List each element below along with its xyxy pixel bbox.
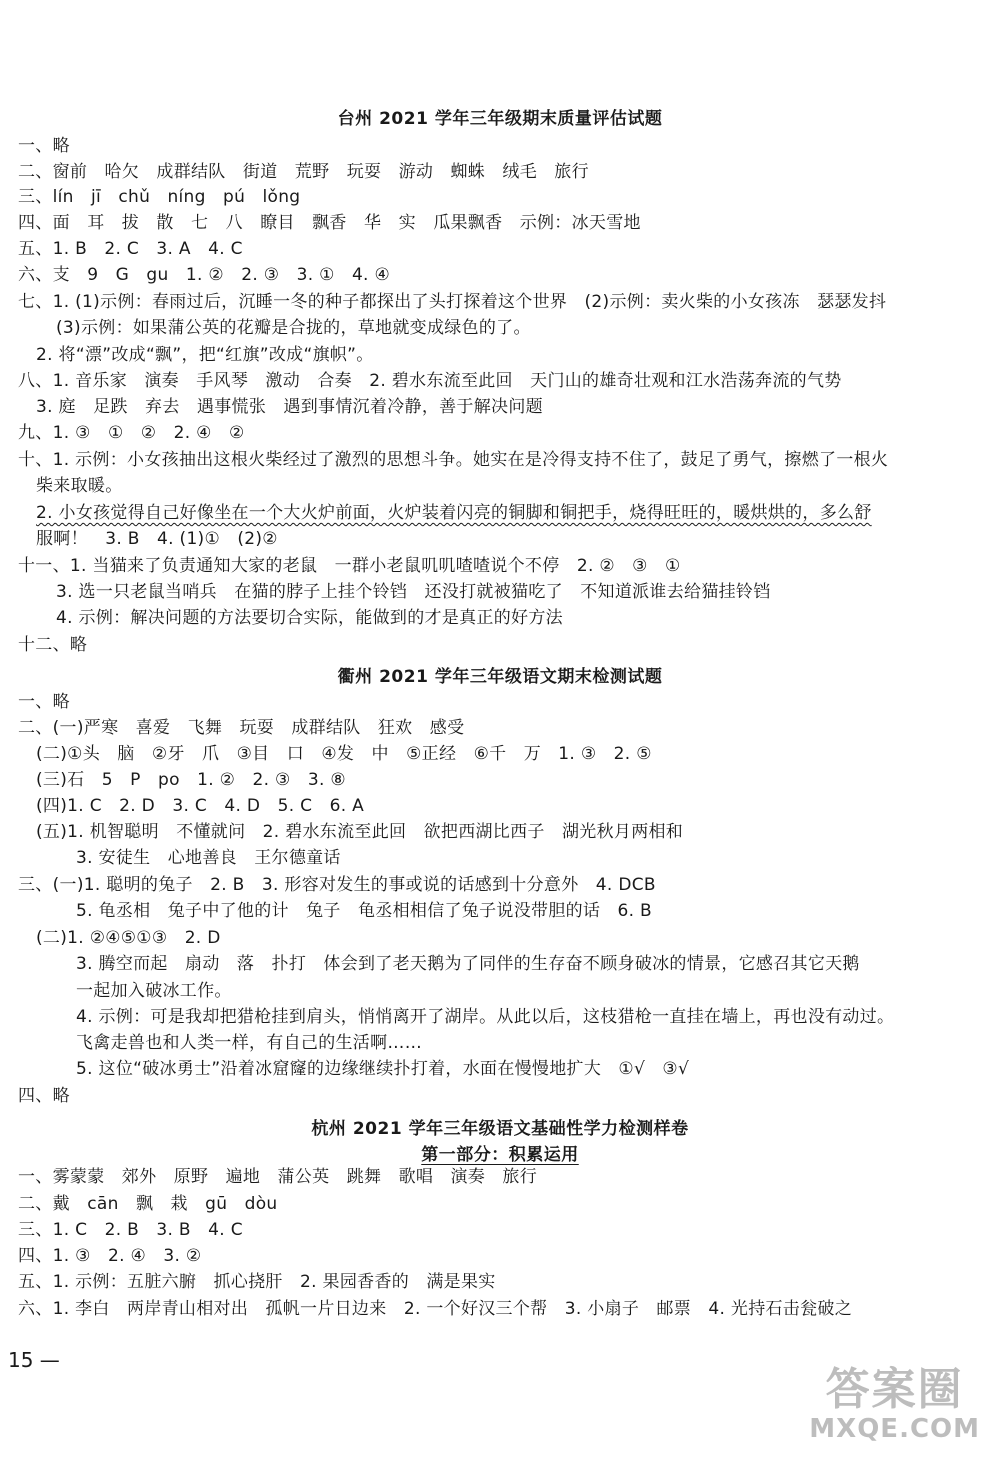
section-title: 台州 2021 学年三年级期末质量评估试题: [337, 109, 663, 129]
answer-line: 飞禽走兽也和人类一样，有自己的生活啊……: [76, 1033, 422, 1053]
answer-line: 服啊！ 3. B 4. (1)① (2)②: [36, 529, 278, 549]
answer-line: (3)示例：如果蒲公英的花瓣是合拢的，草地就变成绿色的了。: [56, 318, 531, 338]
answer-line: 二、(一)严寒 喜爱 飞舞 玩耍 成群结队 狂欢 感受: [18, 718, 465, 738]
answer-line: 5. 这位“破冰勇士”沿着冰窟窿的边缘继续扑打着，水面在慢慢地扩大 ①√ ③√: [76, 1059, 690, 1079]
answer-line: 一、雾蒙蒙 郊外 原野 遍地 蒲公英 跳舞 歌唱 演奏 旅行: [18, 1167, 537, 1187]
answer-line: 二、窗前 哈欠 成群结队 街道 荒野 玩耍 游动 蜘蛛 绒毛 旅行: [18, 162, 589, 182]
answer-line: 3. 选一只老鼠当哨兵 在猫的脖子上挂个铃铛 还没打就被猫吃了 不知道派谁去给猫挂铃铛: [56, 582, 771, 602]
watermark-logo: [809, 1366, 980, 1444]
watermark-url: MXQE.COM: [809, 1414, 980, 1444]
answer-line: 柴来取暖。: [36, 476, 123, 496]
answer-line: 四、面 耳 拔 散 七 八 瞭目 飘香 华 实 瓜果飘香 示例：冰天雪地: [18, 213, 641, 233]
answer-line: 八、1. 音乐家 演奏 手风琴 激动 合奏 2. 碧水东流至此回 天门山的雄奇壮观和江水浩荡奔流的气势: [18, 371, 842, 391]
answer-line: 十、1. 示例：小女孩抽出这根火柴经过了激烈的思想斗争。她实在是冷得支持不住了，鼓足了勇气，擦燃了一根火: [18, 450, 889, 470]
answer-line: 4. 示例：解决问题的方法要切合实际，能做到的才是真正的好方法: [56, 608, 563, 628]
answer-line: 3. 安徒生 心地善良 王尔德童话: [76, 848, 341, 868]
answer-line: (二)1. ②④⑤①③ 2. D: [36, 928, 221, 948]
answer-line: 四、1. ③ 2. ④ 3. ②: [18, 1246, 202, 1266]
answer-line: 四、略: [18, 1086, 70, 1106]
answer-line: 六、1. 李白 两岸青山相对出 孤帆一片日边来 2. 一个好汉三个帮 3. 小扇子 邮票 4. 光持石击瓮破之: [18, 1299, 852, 1319]
answer-line: 5. 龟丞相 兔子中了他的计 兔子 龟丞相相信了兔子说没带胆的话 6. B: [76, 901, 653, 921]
answer-line: 十二、略: [18, 635, 88, 655]
answer-line: 一起加入破冰工作。: [76, 981, 232, 1001]
answer-line: 十一、1. 当猫来了负责通知大家的老鼠 一群小老鼠叽叽喳喳说个不停 2. ② ③ ①: [18, 556, 681, 576]
answer-line: 三、(一)1. 聪明的兔子 2. B 3. 形容对发生的事或说的话感到十分意外 4. DCB: [18, 875, 656, 895]
section-title: 衢州 2021 学年三年级语文期末检测试题: [337, 667, 663, 687]
answer-line: 三、lín jī chǔ níng pú lǒng: [18, 187, 301, 207]
answer-line: (四)1. C 2. D 3. C 4. D 5. C 6. A: [36, 796, 365, 816]
answer-line: 九、1. ③ ① ② 2. ④ ②: [18, 423, 245, 443]
answer-line: 六、支 9 G gu 1. ② 2. ③ 3. ① 4. ④: [18, 265, 391, 285]
answer-line: 3. 腾空而起 扇动 落 扑打 体会到了老天鹅为了同伴的生存奋不顾身破冰的情景，它感召其它天鹅: [76, 954, 860, 974]
answer-line: (三)石 5 P po 1. ② 2. ③ 3. ⑧: [36, 770, 346, 790]
section-subtitle: 第一部分：积累运用: [421, 1145, 579, 1165]
watermark-brand: 答案圈: [825, 1364, 964, 1415]
answer-line: (二)①头 脑 ②牙 爪 ③目 口 ④发 中 ⑤正经 ⑥千 万 1. ③ 2. ⑤: [36, 744, 652, 764]
answer-line: 一、略: [18, 136, 70, 156]
answer-line: 五、1. 示例：五脏六腑 抓心挠肝 2. 果园香香的 满是果实: [18, 1272, 496, 1292]
answer-line: 三、1. C 2. B 3. B 4. C: [18, 1220, 243, 1240]
answer-line: 五、1. B 2. C 3. A 4. C: [18, 239, 243, 259]
answer-line: 七、1. (1)示例：春雨过后，沉睡一冬的种子都探出了头打探着这个世界 (2)示例：卖火柴的小女孩冻 瑟瑟发抖: [18, 292, 887, 312]
answer-line: 二、戴 cān 飘 栽 gū dòu: [18, 1194, 278, 1214]
answer-line: 一、略: [18, 692, 70, 712]
answer-line: (五)1. 机智聪明 不懂就问 2. 碧水东流至此回 欲把西湖比西子 湖光秋月两相和: [36, 822, 684, 842]
answer-line: 2. 将“漂”改成“飘”，把“红旗”改成“旗帜”。: [36, 345, 374, 365]
section-title: 杭州 2021 学年三年级语文基础性学力检测样卷: [311, 1119, 689, 1139]
answer-line: 2. 小女孩觉得自己好像坐在一个大火炉前面，火炉装着闪亮的铜脚和铜把手，烧得旺旺的，暖烘烘的，多么舒: [36, 503, 872, 523]
answer-line: 3. 庭 足跌 弃去 遇事慌张 遇到事情沉着冷静，善于解决问题: [36, 397, 543, 417]
answer-line: 4. 示例：可是我却把猎枪挂到肩头，悄悄离开了湖岸。从此以后，这枝猎枪一直挂在墙上，再也没有动过。: [76, 1007, 895, 1027]
page-number: 15 —: [8, 1348, 60, 1372]
